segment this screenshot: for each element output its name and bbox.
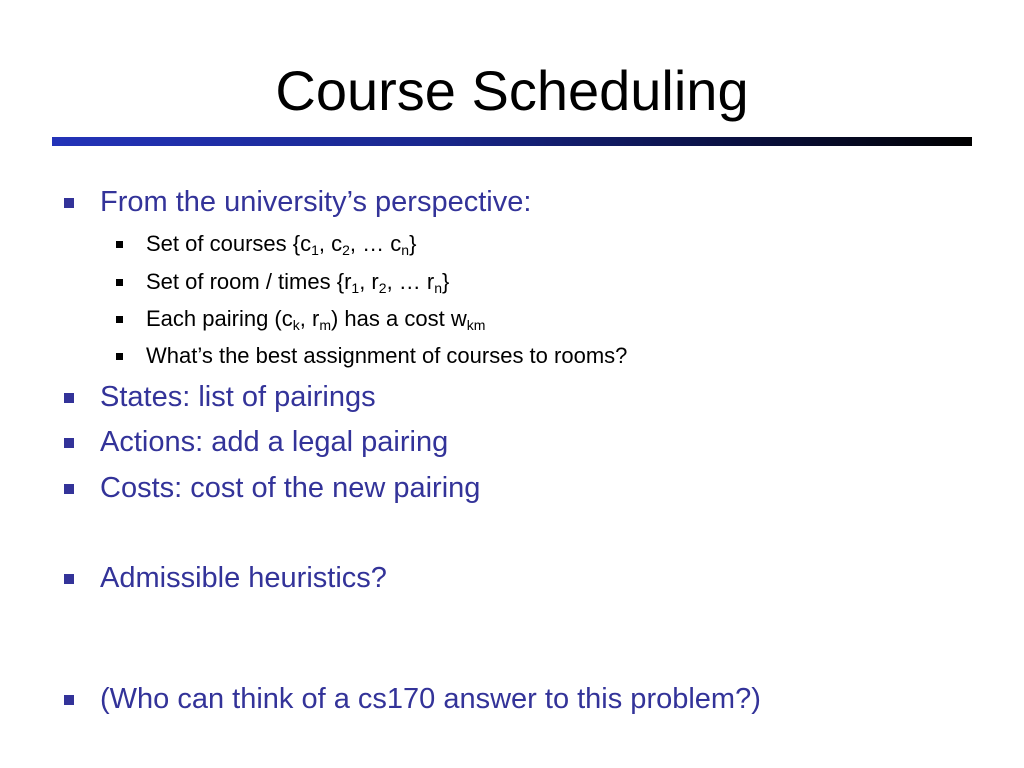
bullet-text: States: list of pairings bbox=[100, 381, 376, 413]
square-bullet-icon bbox=[64, 695, 74, 705]
sub-bullet-text: Each pairing ($c_k$, $r_m$) has a cost $w_{km}$ bbox=[146, 306, 486, 333]
title-rule bbox=[52, 137, 972, 146]
bullet-text: Admissible heuristics? bbox=[100, 562, 387, 594]
bullet-text: Actions: add a legal pairing bbox=[100, 426, 449, 458]
sub-bullet-text: What’s the best assignment of courses to rooms? bbox=[146, 343, 628, 368]
subscript: 2 bbox=[378, 280, 387, 296]
bullet-text: From the university’s perspective: bbox=[100, 186, 532, 218]
subscript: k bbox=[292, 317, 300, 333]
square-bullet-icon bbox=[64, 198, 74, 208]
subscript: n bbox=[401, 242, 410, 258]
square-bullet-icon bbox=[64, 574, 74, 584]
bullet-text: Costs: cost of the new pairing bbox=[100, 472, 481, 504]
subscript: m bbox=[319, 317, 331, 333]
bullet-text: (Who can think of a cs170 answer to this problem?) bbox=[100, 683, 761, 715]
subscript: km bbox=[466, 317, 486, 333]
square-bullet-icon bbox=[64, 393, 74, 403]
small-square-bullet-icon bbox=[116, 316, 123, 323]
subscript: 1 bbox=[311, 242, 319, 258]
subscript: 2 bbox=[342, 242, 350, 258]
slide-title: Course Scheduling bbox=[275, 59, 749, 122]
square-bullet-icon bbox=[64, 438, 74, 448]
sub-bullet-text: Set of room / times {$r_1$, $r_2$, … $r_n$} bbox=[146, 269, 450, 296]
subscript: 1 bbox=[351, 280, 360, 296]
subscript: n bbox=[434, 280, 443, 296]
square-bullet-icon bbox=[64, 484, 74, 494]
small-square-bullet-icon bbox=[116, 353, 123, 360]
sub-bullet-text: Set of courses {$c_1$, $c_2$, … $c_n$} bbox=[146, 231, 417, 258]
small-square-bullet-icon bbox=[116, 279, 123, 286]
small-square-bullet-icon bbox=[116, 241, 123, 248]
